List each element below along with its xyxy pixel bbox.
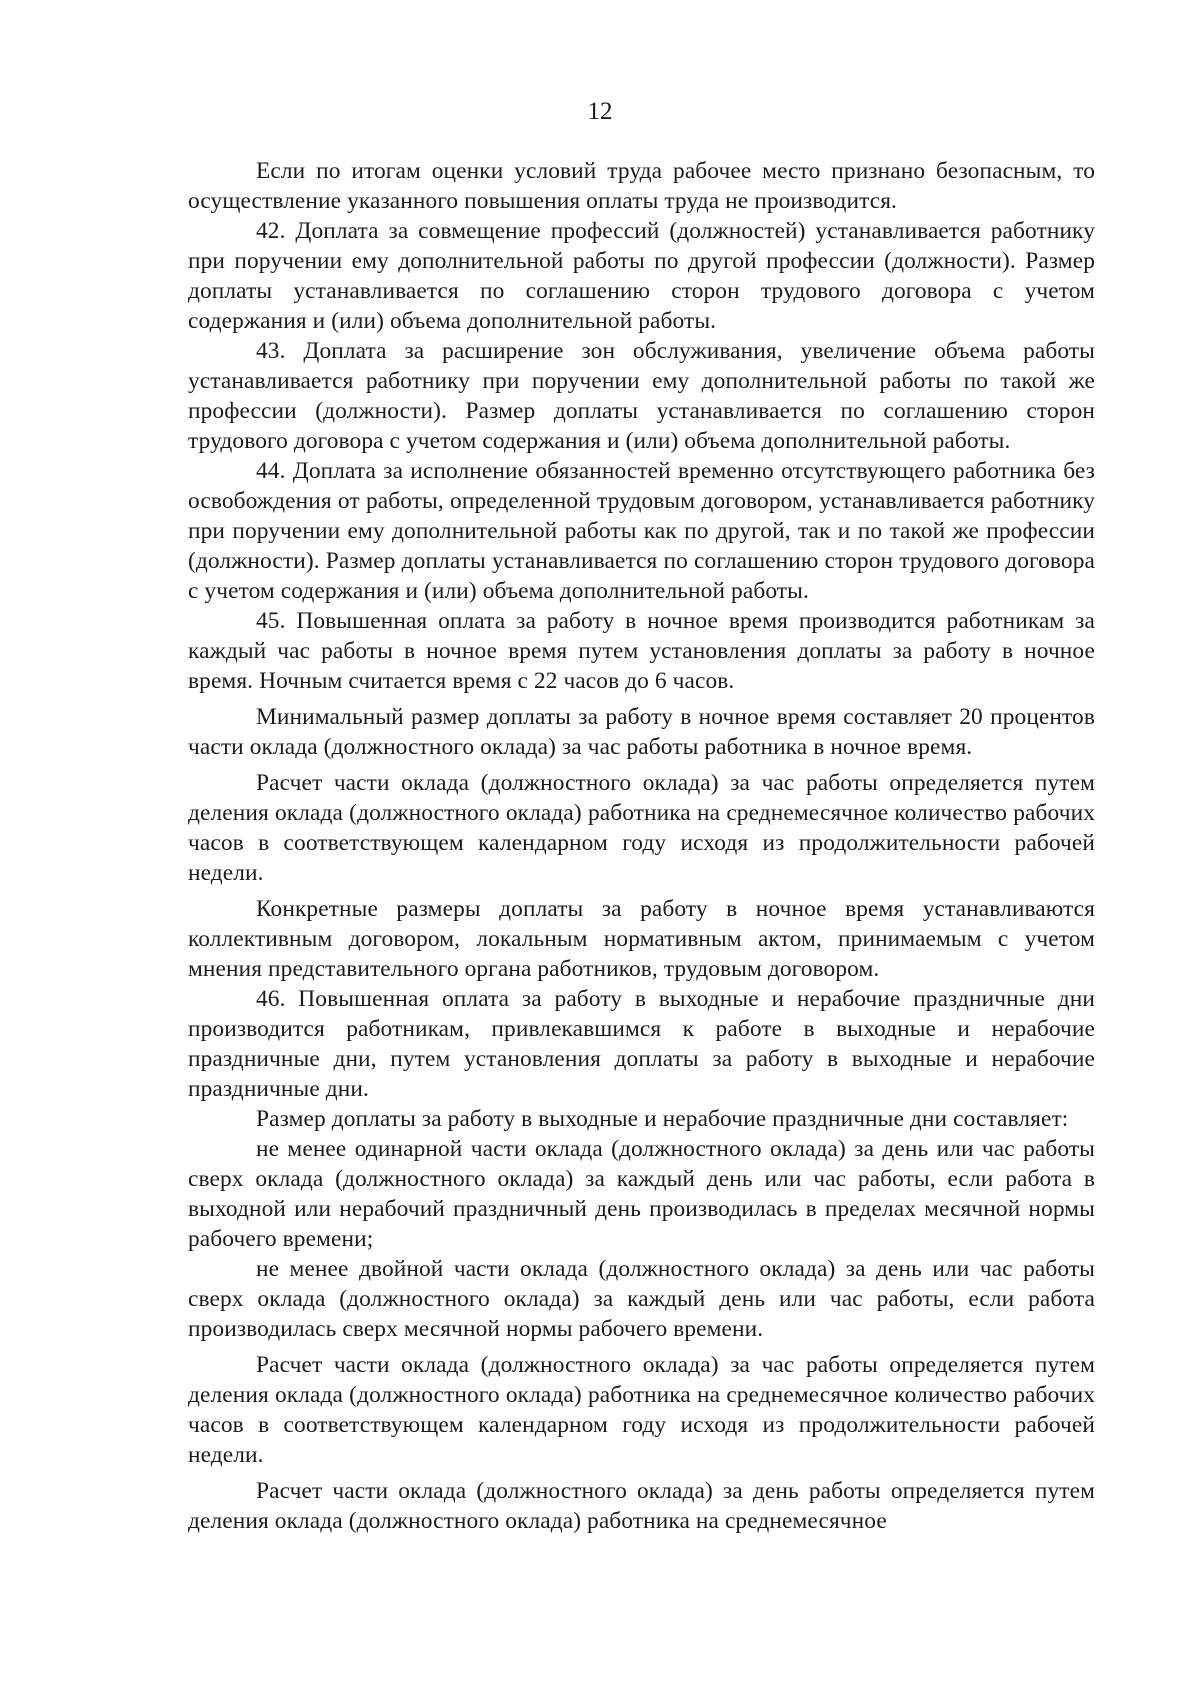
paragraph: Расчет части оклада (должностного оклада) за час работы определяется путем деления оклада (должностного оклада) работника на среднемесячное количество рабочих часов в соответствующем календарном году исходя из продолжительности рабочей недели. bbox=[188, 1352, 1095, 1468]
paragraph: Расчет части оклада (должностного оклада) за час работы определяется путем деления оклада (должностного оклада) работника на среднемесячное количество рабочих часов в соответствующем календарном году исходя из продолжительности рабочей недели. bbox=[188, 770, 1095, 886]
paragraph-item-43: 43. Доплата за расширение зон обслуживания, увеличение объема работы устанавливается работнику при поручении ему дополнительной работы по такой же профессии (должности). Размер доплаты устанавливается по соглашению сторон трудового договора с учетом содержания и (или) объема дополнительной работы. bbox=[188, 338, 1095, 454]
paragraph-item-42: 42. Доплата за совмещение профессий (должностей) устанавливается работнику при поручении ему дополнительной работы по другой профессии (должности). Размер доплаты устанавливается по соглашению сторон трудового договора с учетом содержания и (или) объема дополнительной работы. bbox=[188, 218, 1095, 334]
paragraph-item-44: 44. Доплата за исполнение обязанностей временно отсутствующего работника без освобождения от работы, определенной трудовым договором, устанавливается работнику при поручении ему дополнительной работы как по другой, так и по такой же профессии (должности). Размер доплаты устанавливается по соглашению сторон трудового договора с учетом содержания и (или) объема дополнительной работы. bbox=[188, 458, 1095, 604]
paragraph-item-45: 45. Повышенная оплата за работу в ночное время производится работникам за каждый час работы в ночное время путем установления доплаты за работу в ночное время. Ночным считается время с 22 часов до 6 часов. bbox=[188, 608, 1095, 694]
paragraph: Конкретные размеры доплаты за работу в ночное время устанавливаются коллективным договором, локальным нормативным актом, принимаемым с учетом мнения представительного органа работников, трудовым договором. bbox=[188, 896, 1095, 982]
paragraph: не менее одинарной части оклада (должностного оклада) за день или час работы сверх оклада (должностного оклада) за каждый день или час работы, если работа в выходной или нерабочий праздничный день производилась в пределах месячной нормы рабочего времени; bbox=[188, 1136, 1095, 1252]
paragraph: не менее двойной части оклада (должностного оклада) за день или час работы сверх оклада (должностного оклада) за каждый день или час работы, если работа производилась сверх месячной нормы рабочего времени. bbox=[188, 1256, 1095, 1342]
page-number: 12 bbox=[587, 98, 613, 125]
paragraph: Размер доплаты за работу в выходные и нерабочие праздничные дни составляет: bbox=[256, 1106, 1069, 1132]
paragraph-item-46: 46. Повышенная оплата за работу в выходные и нерабочие праздничные дни производится работникам, привлекавшимся к работе в выходные и нерабочие праздничные дни, путем установления доплаты за работу в выходные и нерабочие праздничные дни. bbox=[188, 986, 1095, 1102]
paragraph: Если по итогам оценки условий труда рабочее место признано безопасным, то осуществление указанного повышения оплаты труда не производится. bbox=[188, 158, 1095, 214]
paragraph: Расчет части оклада (должностного оклада) за день работы определяется путем деления оклада (должностного оклада) работника на среднемесячное bbox=[188, 1478, 1095, 1534]
document-body bbox=[188, 156, 1095, 1536]
paragraph: Минимальный размер доплаты за работу в ночное время составляет 20 процентов части оклада (должностного оклада) за час работы работника в ночное время. bbox=[188, 704, 1095, 760]
